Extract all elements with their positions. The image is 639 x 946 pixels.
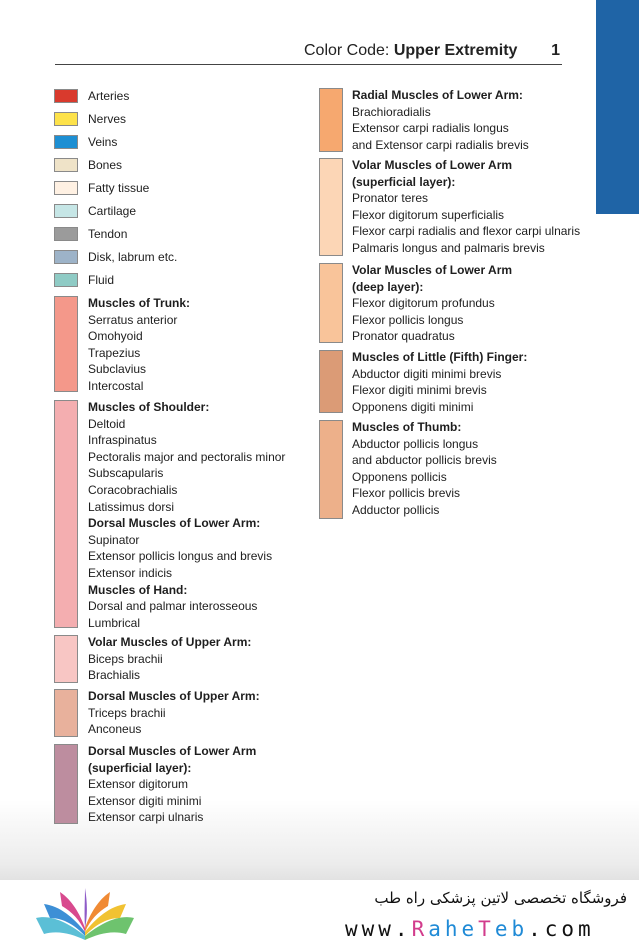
swatch-dorsal-lower-arm-superficial	[54, 744, 78, 824]
muscle-item: Abductor pollicis longus	[352, 436, 479, 451]
muscle-item: Flexor digitorum profundus	[352, 296, 495, 311]
muscle-item: Anconeus	[88, 722, 142, 737]
swatch-nerves	[54, 112, 78, 126]
swatch-cartilage	[54, 204, 78, 218]
swatch-bones	[54, 158, 78, 172]
page-number: 1	[551, 42, 560, 59]
muscle-item: Subclavius	[88, 362, 147, 377]
group-heading: Muscles of Shoulder:	[88, 400, 210, 414]
legend-block-muscles-shoulder	[88, 399, 285, 631]
page-header	[300, 42, 562, 66]
group-heading: Muscles of Thumb:	[352, 420, 462, 434]
legend-block-volar-upper-arm	[88, 634, 251, 684]
legend-block-thumb	[352, 419, 497, 519]
muscle-item: Flexor digitorum superficialis	[352, 207, 505, 222]
shop-name: فروشگاه تخصصی لاتین پزشکی راه طب	[374, 889, 627, 907]
muscle-item: Supinator	[88, 532, 140, 547]
legend-block-volar-lower-arm-superficial	[352, 157, 580, 257]
muscle-item: Subscapularis	[88, 466, 164, 481]
muscle-item: Brachialis	[88, 668, 141, 683]
muscle-item: Pronator quadratus	[352, 329, 455, 344]
swatch-radial-lower-arm	[319, 88, 343, 152]
legend-label-bones: Bones	[88, 158, 123, 172]
legend-label-arteries: Arteries	[88, 89, 130, 103]
legend-label-cartilage: Cartilage	[88, 204, 137, 218]
muscle-item: Trapezius	[88, 345, 141, 360]
muscle-item: Coracobrachialis	[88, 482, 178, 497]
group-heading: (superficial layer):	[352, 174, 456, 189]
page-title	[304, 42, 517, 60]
muscle-item: Brachioradialis	[352, 104, 431, 119]
swatch-thumb	[319, 420, 343, 519]
muscle-item: Serratus anterior	[88, 312, 178, 327]
muscle-item: Opponens digiti minimi	[352, 399, 474, 414]
muscle-item: Extensor digiti minimi	[88, 793, 202, 808]
legend-block-radial-lower-arm	[352, 87, 529, 153]
muscle-item: Lumbrical	[88, 615, 141, 630]
swatch-veins	[54, 135, 78, 149]
url-part: .com	[528, 917, 595, 941]
legend-label-disk-labrum: Disk, labrum etc.	[88, 250, 178, 264]
group-heading: Muscles of Little (Fifth) Finger:	[352, 350, 528, 364]
swatch-fatty-tissue	[54, 181, 78, 195]
group-heading: Dorsal Muscles of Lower Arm:	[88, 516, 261, 531]
swatch-volar-lower-arm-deep	[319, 263, 343, 343]
muscle-item: Flexor carpi radialis and flexor carpi ulnaris	[352, 224, 581, 239]
url-part: T	[478, 917, 495, 941]
muscle-item: Flexor pollicis brevis	[352, 486, 461, 501]
muscle-item: Flexor pollicis longus	[352, 312, 464, 327]
chapter-tab	[596, 0, 639, 214]
swatch-volar-upper-arm	[54, 635, 78, 683]
muscle-item: Flexor digiti minimi brevis	[352, 383, 487, 398]
muscle-item: Deltoid	[88, 416, 126, 431]
group-heading: (deep layer):	[352, 279, 424, 294]
swatch-tendon	[54, 227, 78, 241]
open-book-logo-icon	[30, 884, 140, 944]
legend-block-volar-lower-arm-deep	[352, 262, 512, 345]
group-heading: Radial Muscles of Lower Arm:	[352, 88, 523, 102]
muscle-item: Extensor digitorum	[88, 777, 189, 792]
title-prefix: Color Code:	[304, 42, 394, 59]
legend-label-veins: Veins	[88, 135, 118, 149]
muscle-item: Dorsal and palmar interosseous	[88, 599, 258, 614]
title-main: Upper Extremity	[393, 42, 518, 59]
muscle-item: Pronator teres	[352, 191, 429, 206]
swatch-muscles-trunk	[54, 296, 78, 392]
url-part: eb	[494, 917, 529, 941]
muscle-item: Latissimus dorsi	[88, 499, 175, 514]
muscle-item: Infraspinatus	[88, 433, 157, 448]
muscle-item: Omohyoid	[88, 329, 143, 344]
legend-block-dorsal-upper-arm	[88, 688, 260, 738]
url-part: R	[411, 917, 429, 941]
muscle-item: Extensor pollicis longus and brevis	[88, 549, 273, 564]
group-heading: Volar Muscles of Upper Arm:	[88, 635, 252, 649]
muscle-item: Extensor carpi radialis longus	[352, 121, 509, 136]
swatch-disk-labrum	[54, 250, 78, 264]
muscle-item: Abductor digiti minimi brevis	[352, 366, 502, 381]
url-part: ahe	[428, 917, 479, 941]
legend-label-fatty-tissue: Fatty tissue	[88, 181, 150, 195]
group-heading: Volar Muscles of Lower Arm	[352, 158, 513, 172]
muscle-item: Extensor indicis	[88, 565, 173, 580]
legend-label-fluid: Fluid	[88, 273, 115, 287]
group-heading: Dorsal Muscles of Lower Arm	[88, 744, 257, 758]
website-url[interactable]	[345, 917, 595, 941]
group-heading: (superficial layer):	[88, 760, 192, 775]
url-part: www.	[345, 917, 412, 941]
legend-label-nerves: Nerves	[88, 112, 127, 126]
muscle-item: and Extensor carpi radialis brevis	[352, 137, 529, 152]
muscle-item: Adductor pollicis	[352, 502, 440, 517]
group-heading: Dorsal Muscles of Upper Arm:	[88, 689, 260, 703]
swatch-volar-lower-arm-superficial	[319, 158, 343, 256]
swatch-dorsal-upper-arm	[54, 689, 78, 737]
muscle-item: Intercostal	[88, 378, 144, 393]
muscle-item: Triceps brachii	[88, 705, 166, 720]
muscle-item: and abductor pollicis brevis	[352, 453, 497, 468]
legend-block-little-finger	[352, 349, 527, 415]
muscle-item: Opponens pollicis	[352, 469, 447, 484]
swatch-muscles-shoulder	[54, 400, 78, 628]
legend-label-tendon: Tendon	[88, 227, 128, 241]
group-heading: Muscles of Hand:	[88, 582, 188, 597]
swatch-arteries	[54, 89, 78, 103]
header-rule	[55, 64, 562, 65]
muscle-item: Pectoralis major and pectoralis minor	[88, 449, 286, 464]
muscle-item: Extensor carpi ulnaris	[88, 810, 204, 825]
group-heading: Muscles of Trunk:	[88, 296, 191, 310]
muscle-item: Biceps brachii	[88, 651, 163, 666]
group-heading: Volar Muscles of Lower Arm	[352, 263, 513, 277]
muscle-item: Palmaris longus and palmaris brevis	[352, 240, 545, 255]
legend-block-dorsal-lower-arm-superficial	[88, 743, 256, 826]
swatch-fluid	[54, 273, 78, 287]
legend-block-muscles-trunk	[88, 295, 190, 395]
swatch-little-finger	[319, 350, 343, 413]
